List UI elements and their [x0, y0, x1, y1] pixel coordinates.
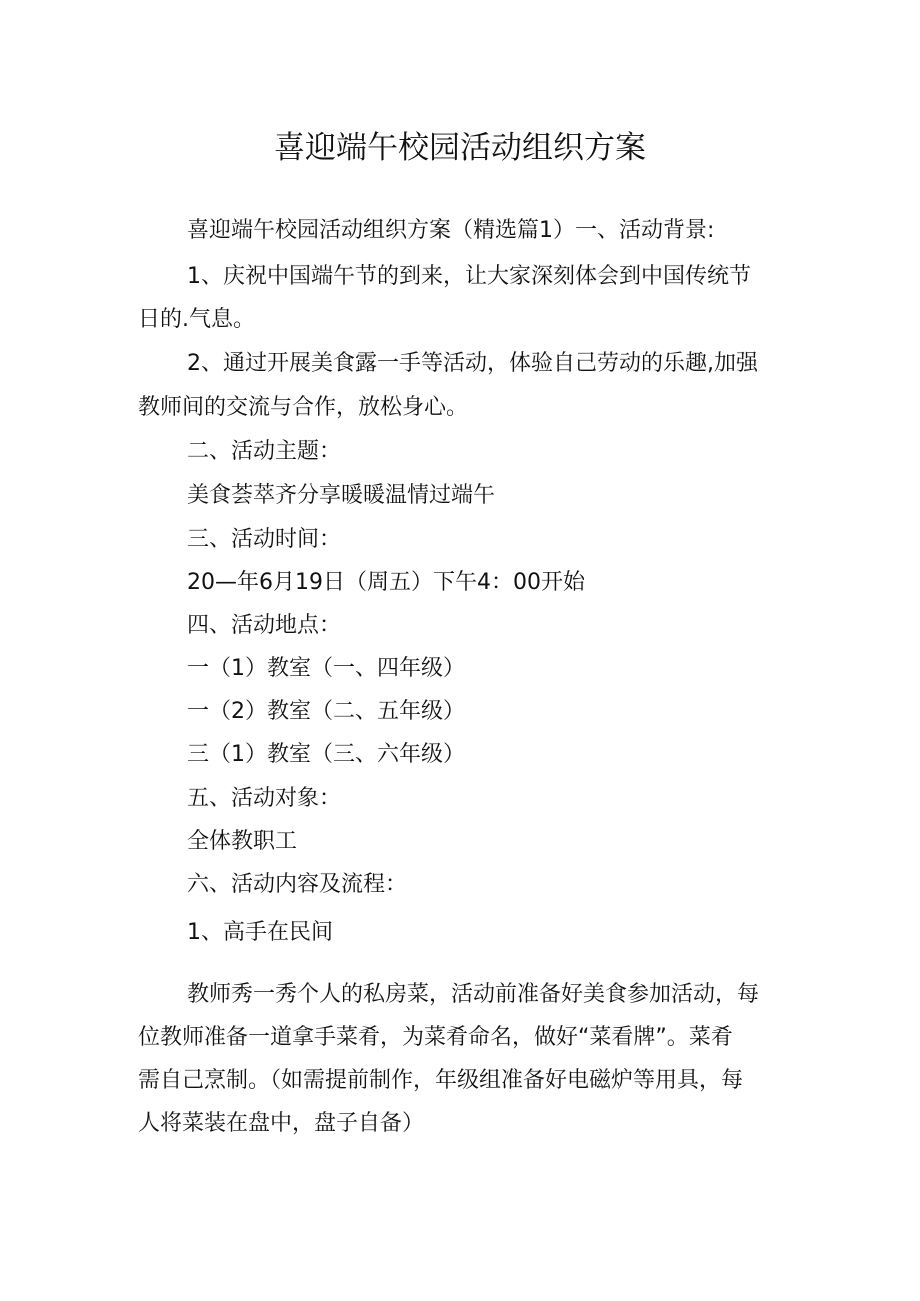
section-heading-content: 六、活动内容及流程：: [187, 872, 408, 897]
section-heading-time: 三、活动时间：: [187, 527, 342, 552]
paragraph-line-theme: 美食荟萃齐分享暖暖温情过端午: [187, 483, 496, 508]
subsection-heading-item-1: 1、高手在民间: [187, 920, 333, 945]
paragraph-line-item-1b: 位教师准备一道拿手菜肴，为菜肴命名，做好“菜看牌”。菜肴: [138, 1025, 733, 1050]
paragraph-line-background-2b: 教师间的交流与合作，放松身心。: [138, 395, 469, 420]
paragraph-line-item-1d: 人将菜装在盘中，盘子自备）: [138, 1111, 425, 1136]
paragraph-line-background-2a: 2、通过开展美食露一手等活动，体验自己劳动的乐趣,加强: [187, 351, 758, 376]
document-title: 喜迎端午校园活动组织方案: [274, 130, 646, 166]
paragraph-line-location-3: 三（1）教室（三、六年级）: [187, 742, 465, 767]
paragraph-line-location-1: 一（1）教室（一、四年级）: [187, 656, 465, 681]
section-heading-participants: 五、活动对象：: [187, 786, 342, 811]
paragraph-line-item-1c: 需自己烹制。（如需提前制作，年级组准备好电磁炉等用具，每: [138, 1068, 744, 1093]
paragraph-line-time: 20—年6月19日（周五）下午4：00开始: [187, 570, 585, 595]
paragraph-line-background-1a: 1、庆祝中国端午节的到来，让大家深刻体会到中国传统节: [187, 264, 751, 289]
paragraph-line-item-1a: 教师秀一秀个人的私房菜，活动前准备好美食参加活动，每: [187, 982, 760, 1007]
section-heading-location: 四、活动地点：: [187, 613, 342, 638]
section-heading-theme: 二、活动主题：: [187, 439, 342, 464]
paragraph-line-intro: 喜迎端午校园活动组织方案（精选篇1）一、活动背景:: [187, 218, 715, 243]
paragraph-line-participants: 全体教职工: [187, 829, 298, 854]
paragraph-line-background-1b: 日的.气息。: [138, 307, 255, 332]
paragraph-line-location-2: 一（2）教室（二、五年级）: [187, 699, 465, 724]
